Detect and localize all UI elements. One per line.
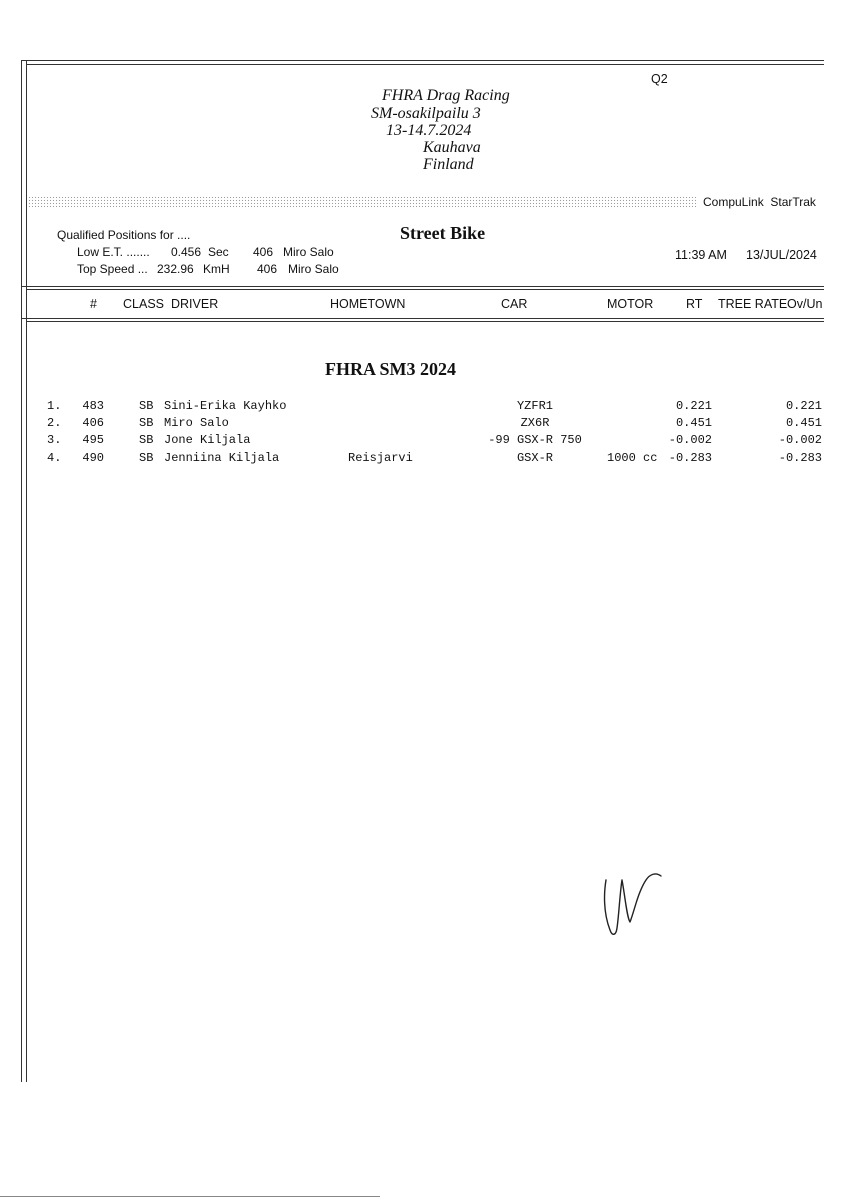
class-title: Street Bike xyxy=(400,223,486,243)
row-driver: Sini-Erika Kayhko xyxy=(164,399,287,413)
top-speed-driver: Miro Salo xyxy=(288,262,339,276)
low-et-number: 406 xyxy=(253,245,274,259)
system-name: CompuLink StarTrak xyxy=(703,195,816,209)
row-position: 3. xyxy=(47,433,62,447)
event-title-line-4: Kauhava xyxy=(423,139,481,156)
event-title-line-3: 13-14.7.2024 xyxy=(386,122,472,139)
frame-top-line xyxy=(21,60,824,61)
qualifying-code: Q2 xyxy=(651,72,668,86)
top-speed-number: 406 xyxy=(257,262,278,276)
row-position: 2. xyxy=(47,416,62,430)
event-title-line-1: FHRA Drag Racing xyxy=(382,87,510,104)
row-ov-un: 0.451 xyxy=(785,416,822,430)
row-rt: -0.002 xyxy=(668,433,712,447)
col-header-tree-rate: TREE RATE xyxy=(718,297,788,311)
event-title-line-2: SM-osakilpailu 3 xyxy=(371,105,481,122)
frame-left-line-inner xyxy=(26,60,27,1082)
report-date: 13/JUL/2024 xyxy=(746,248,817,262)
column-header-rule-bottom-2 xyxy=(26,321,824,322)
row-rt: -0.283 xyxy=(668,451,712,465)
row-position: 1. xyxy=(47,399,62,413)
col-header-rt: RT xyxy=(686,297,703,311)
col-header-motor: MOTOR xyxy=(607,297,654,311)
event-title-line-5: Finland xyxy=(423,156,474,173)
handwritten-signature xyxy=(598,862,668,942)
top-speed-value: 232.96 xyxy=(157,262,194,276)
report-time: 11:39 AM xyxy=(675,248,727,262)
low-et-label: Low E.T. ....... xyxy=(77,245,150,259)
row-hometown: Reisjarvi xyxy=(348,451,413,465)
row-ov-un: -0.283 xyxy=(778,451,822,465)
column-header-rule-top-1 xyxy=(21,286,824,287)
row-car: -99 GSX-R 750 xyxy=(488,433,582,447)
row-car: GSX-R xyxy=(516,451,553,465)
column-header-rule-bottom-1 xyxy=(21,318,824,319)
row-car-number: 483 xyxy=(82,399,104,413)
row-rt: 0.221 xyxy=(675,399,712,413)
row-car-number: 495 xyxy=(82,433,104,447)
low-et-value: 0.456 xyxy=(171,245,202,259)
row-car: YZFR1 xyxy=(516,399,553,413)
row-driver: Jone Kiljala xyxy=(164,433,251,447)
row-driver: Miro Salo xyxy=(164,416,229,430)
row-class: SB xyxy=(139,451,154,465)
row-ov-un: -0.002 xyxy=(778,433,822,447)
row-ov-un: 0.221 xyxy=(785,399,822,413)
column-header-rule-top-2 xyxy=(26,289,824,290)
top-speed-unit: KmH xyxy=(203,262,230,276)
row-rt: 0.451 xyxy=(675,416,712,430)
row-car-number: 406 xyxy=(82,416,104,430)
row-position: 4. xyxy=(47,451,62,465)
frame-top-line-2 xyxy=(26,64,824,65)
col-header-class: CLASS xyxy=(123,297,164,311)
row-class: SB xyxy=(139,416,154,430)
event-heading: FHRA SM3 2024 xyxy=(325,359,457,379)
col-header-hometown: HOMETOWN xyxy=(330,297,406,311)
header-hatch-band xyxy=(28,196,696,207)
col-header-car: CAR xyxy=(501,297,528,311)
frame-left-line-outer xyxy=(21,60,22,1082)
row-driver: Jenniina Kiljala xyxy=(164,451,280,465)
low-et-driver: Miro Salo xyxy=(283,245,334,259)
row-car: ZX6R xyxy=(520,416,550,430)
row-motor: 1000 cc xyxy=(607,451,658,465)
bottom-edge-line xyxy=(0,1196,380,1197)
qualified-positions-label: Qualified Positions for .... xyxy=(57,228,191,242)
row-car-number: 490 xyxy=(82,451,104,465)
row-class: SB xyxy=(139,433,154,447)
row-class: SB xyxy=(139,399,154,413)
col-header-number: # xyxy=(90,297,97,311)
col-header-driver: DRIVER xyxy=(171,297,219,311)
low-et-unit: Sec xyxy=(208,245,229,259)
top-speed-label: Top Speed ... xyxy=(77,262,148,276)
col-header-ov-un: Ov/Un xyxy=(787,297,823,311)
